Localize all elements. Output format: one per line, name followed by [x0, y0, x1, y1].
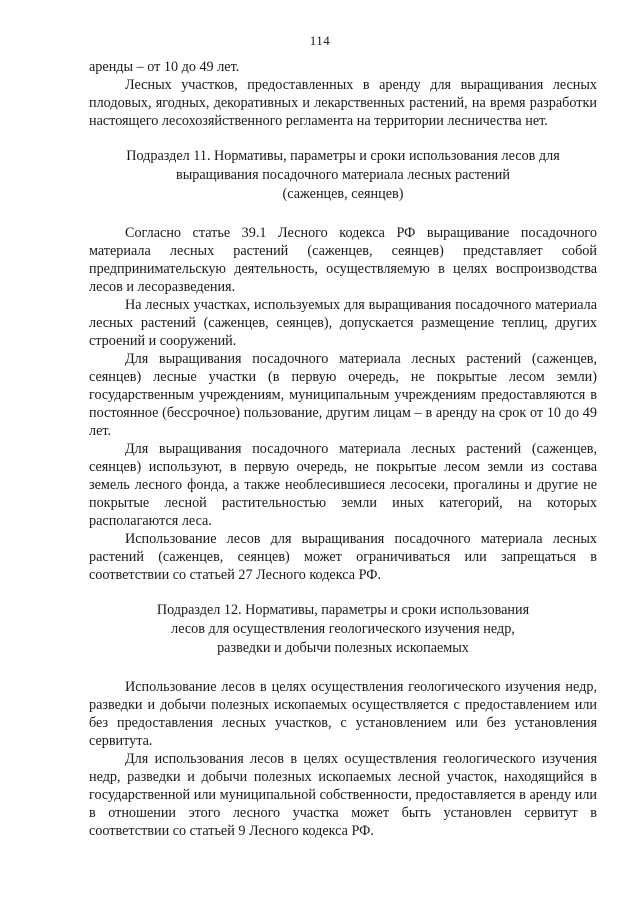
paragraph: Для использования лесов в целях осуществления геологического изучения недр, разведки и добычи полезных ископаемых лесной участок, находящийся в государственной или муниципальной собственности, предоставляется в аренду или в отношении этого лесного участка может быть установлен сервитут в соответствии со статьей 9 Лесного кодекса РФ.: [89, 751, 597, 839]
paragraph-leased-plots: Лесных участков, предоставленных в аренду для выращивания лесных плодовых, ягодных, декоративных и лекарственных растений, на время разработки настоящего лесохозяйственного регламента на территории лесничества нет.: [89, 77, 597, 129]
section-heading-line: выращивания посадочного материала лесных растений: [176, 167, 510, 183]
section-heading-line: лесов для осуществления геологического изучения недр,: [171, 621, 515, 637]
paragraph: Использование лесов в целях осуществления геологического изучения недр, разведки и добычи полезных ископаемых осуществляется с предоставлением или без предоставления лесных участков, с установлением или без установления сервитута.: [89, 679, 597, 749]
paragraph: Согласно статье 39.1 Лесного кодекса РФ выращивание посадочного материала лесных растений (саженцев, сеянцев) представляет собой предпринимательскую деятельность, осуществляемую в целях воспроизводства лесов и лесоразведения.: [89, 225, 597, 295]
section-heading-line: Подраздел 12. Нормативы, параметры и сроки использования: [156, 602, 530, 618]
section-heading-line: (саженцев, сеянцев): [282, 186, 404, 202]
paragraph-continuation: аренды – от 10 до 49 лет.: [89, 59, 240, 75]
section-heading-line: разведки и добычи полезных ископаемых: [217, 640, 469, 656]
section-11-body: [89, 224, 597, 584]
section-12-heading: [89, 601, 597, 658]
section-12-body: [89, 678, 597, 840]
section-heading-line: Подраздел 11. Нормативы, параметры и сроки использования лесов для: [126, 148, 560, 164]
paragraph: Для выращивания посадочного материала лесных растений (саженцев, сеянцев) используют, в первую очередь, не покрытые лесом земли из состава земель лесного фонда, а также необлесившиеся лесосеки, прогалины и другие не покрытые лесной растительностью земли иных категорий, на которых располагаются леса.: [89, 441, 597, 529]
paragraph: Для выращивания посадочного материала лесных растений (саженцев, сеянцев) лесные участки (в первую очередь, не покрытые лесом земли) государственным учреждениям, муниципальным учреждениям предоставляются в постоянное (бессрочное) пользование, другим лицам – в аренду на срок от 10 до 49 лет.: [89, 351, 597, 439]
page-content: [89, 58, 597, 840]
paragraph: На лесных участках, используемых для выращивания посадочного материала лесных растений (саженцев, сеянцев), допускается размещение теплиц, других строений и сооружений.: [89, 297, 597, 349]
section-11-heading: [89, 147, 597, 204]
page-number: 114: [309, 33, 331, 48]
paragraph: Использование лесов для выращивания посадочного материала лесных растений (саженцев, сеянцев) может ограничиваться или запрещаться в соответствии со статьей 27 Лесного кодекса РФ.: [89, 531, 597, 583]
